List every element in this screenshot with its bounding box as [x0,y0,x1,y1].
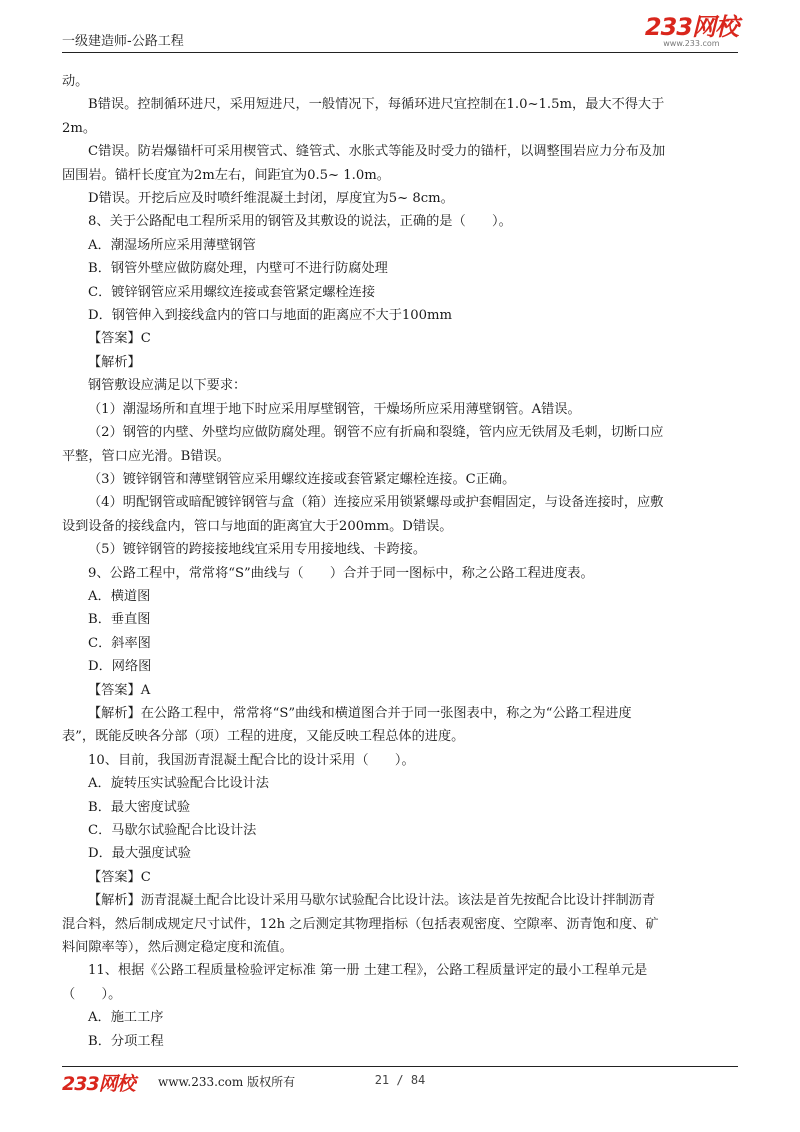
text-line: D错误。开挖后应及时喷纤维混凝土封闭，厚度宜为5~ 8cm。 [88,191,454,207]
text-line: 表”，既能反映各分部（项）工程的进度，又能反映工程总体的进度。 [62,729,465,745]
option-a: A．施工工序 [88,1010,164,1026]
option-c: C．斜率图 [88,635,151,651]
question-8: 8、关于公路配电工程所采用的钢管及其敷设的说法，正确的是（ ）。 [88,214,512,230]
footer-divider [62,1066,738,1067]
brand-url: www.233.com [663,39,720,48]
text-line: 钢管敷设应满足以下要求： [88,378,247,394]
document-header-title: 一级建造师-公路工程 [62,34,184,49]
option-b: B．最大密度试验 [88,799,191,815]
text-line: 动。 [62,74,89,89]
option-b: B．分项工程 [88,1033,164,1049]
text-line: 2m。 [62,120,97,136]
text-line: （5）镀锌钢管的跨接接地线宜采用专用接地线、卡跨接。 [88,542,427,558]
text-line: （2）钢管的内壁、外壁均应做防腐处理。钢管不应有折扁和裂缝，管内应无铁屑及毛刺，切断口应 [88,425,664,441]
brand-logo-text: 233网校 [644,13,738,41]
text-line: （4）明配钢管或暗配镀锌钢管与盒（箱）连接应采用锁紧螺母或护套帽固定，与设备连接时，应敷 [88,495,664,511]
text-line: 固围岩。锚杆长度宜为2m左右，间距宜为0.5~ 1.0m。 [62,167,390,183]
option-d: D．网络图 [88,659,152,675]
text-line: C错误。防岩爆锚杆可采用楔管式、缝管式、水胀式等能及时受力的锚杆，以调整围岩应力分布及加 [88,144,666,160]
option-a: A．横道图 [88,588,151,604]
option-a: A．旋转压实试验配合比设计法 [88,776,269,792]
page-content [62,70,738,1053]
footer-copyright: www.233.com 版权所有 [158,1075,296,1089]
analysis-text: 【解析】沥青混凝土配合比设计采用马歇尔试验配合比设计法。该法是首先按配合比设计拌制沥青 [88,893,656,909]
option-b: B．钢管外壁应做防腐处理，内壁可不进行防腐处理 [88,261,388,277]
brand-logo [645,14,738,48]
option-a: A．潮湿场所应采用薄壁钢管 [88,237,256,253]
question-9: 9、公路工程中，常常将“S”曲线与（ ）合并于同一图标中，称之公路工程进度表。 [88,565,594,581]
question-10: 10、目前，我国沥青混凝土配合比的设计采用（ ）。 [88,752,415,768]
answer-label: 【答案】C [88,331,151,347]
text-line: 混合料，然后制成规定尺寸试件，12h 之后测定其物理指标（包括表观密度、空隙率、沥青饱和度、矿 [62,916,659,932]
text-line: B错误。控制循环进尺，采用短进尺，一般情况下，每循环进尺宜控制在1.0~1.5m，最大不得大于 [88,97,665,113]
question-11: 11、根据《公路工程质量检验评定标准 第一册 土建工程》，公路工程质量评定的最小工程单元是 [88,963,648,979]
option-c: C．镀锌钢管应采用螺纹连接或套管紧定螺栓连接 [88,284,376,300]
option-d: D．钢管伸入到接线盒内的管口与地面的距离应不大于100mm [88,308,453,324]
text-line: 平整，管口应光滑。B错误。 [62,448,230,464]
analysis-label: 【解析】 [88,354,141,370]
header-divider [62,52,738,53]
answer-label: 【答案】C [88,869,151,885]
analysis-text: 【解析】在公路工程中，常常将“S”曲线和横道图合并于同一张图表中，称之为“公路工程进度 [88,705,632,721]
option-c: C．马歇尔试验配合比设计法 [88,823,257,838]
option-b: B．垂直图 [88,612,151,628]
text-line: 料间隙率等），然后测定稳定度和流值。 [62,940,293,956]
text-line: （3）镀锌钢管和薄壁钢管应采用螺纹连接或套管紧定螺栓连接。C正确。 [88,471,516,487]
option-d: D．最大强度试验 [88,846,191,862]
page-number: 21 / 84 [374,1073,426,1087]
text-line: （1）潮湿场所和直埋于地下时应采用厚壁钢管，干燥场所应采用薄壁钢管。A错误。 [88,401,581,417]
text-line: 设到设备的接线盒内，管口与地面的距离宜大于200mm。D错误。 [62,518,453,534]
answer-label: 【答案】A [88,682,151,698]
footer-logo: 233网校 [62,1073,135,1095]
text-line: （ ）。 [62,986,122,1002]
